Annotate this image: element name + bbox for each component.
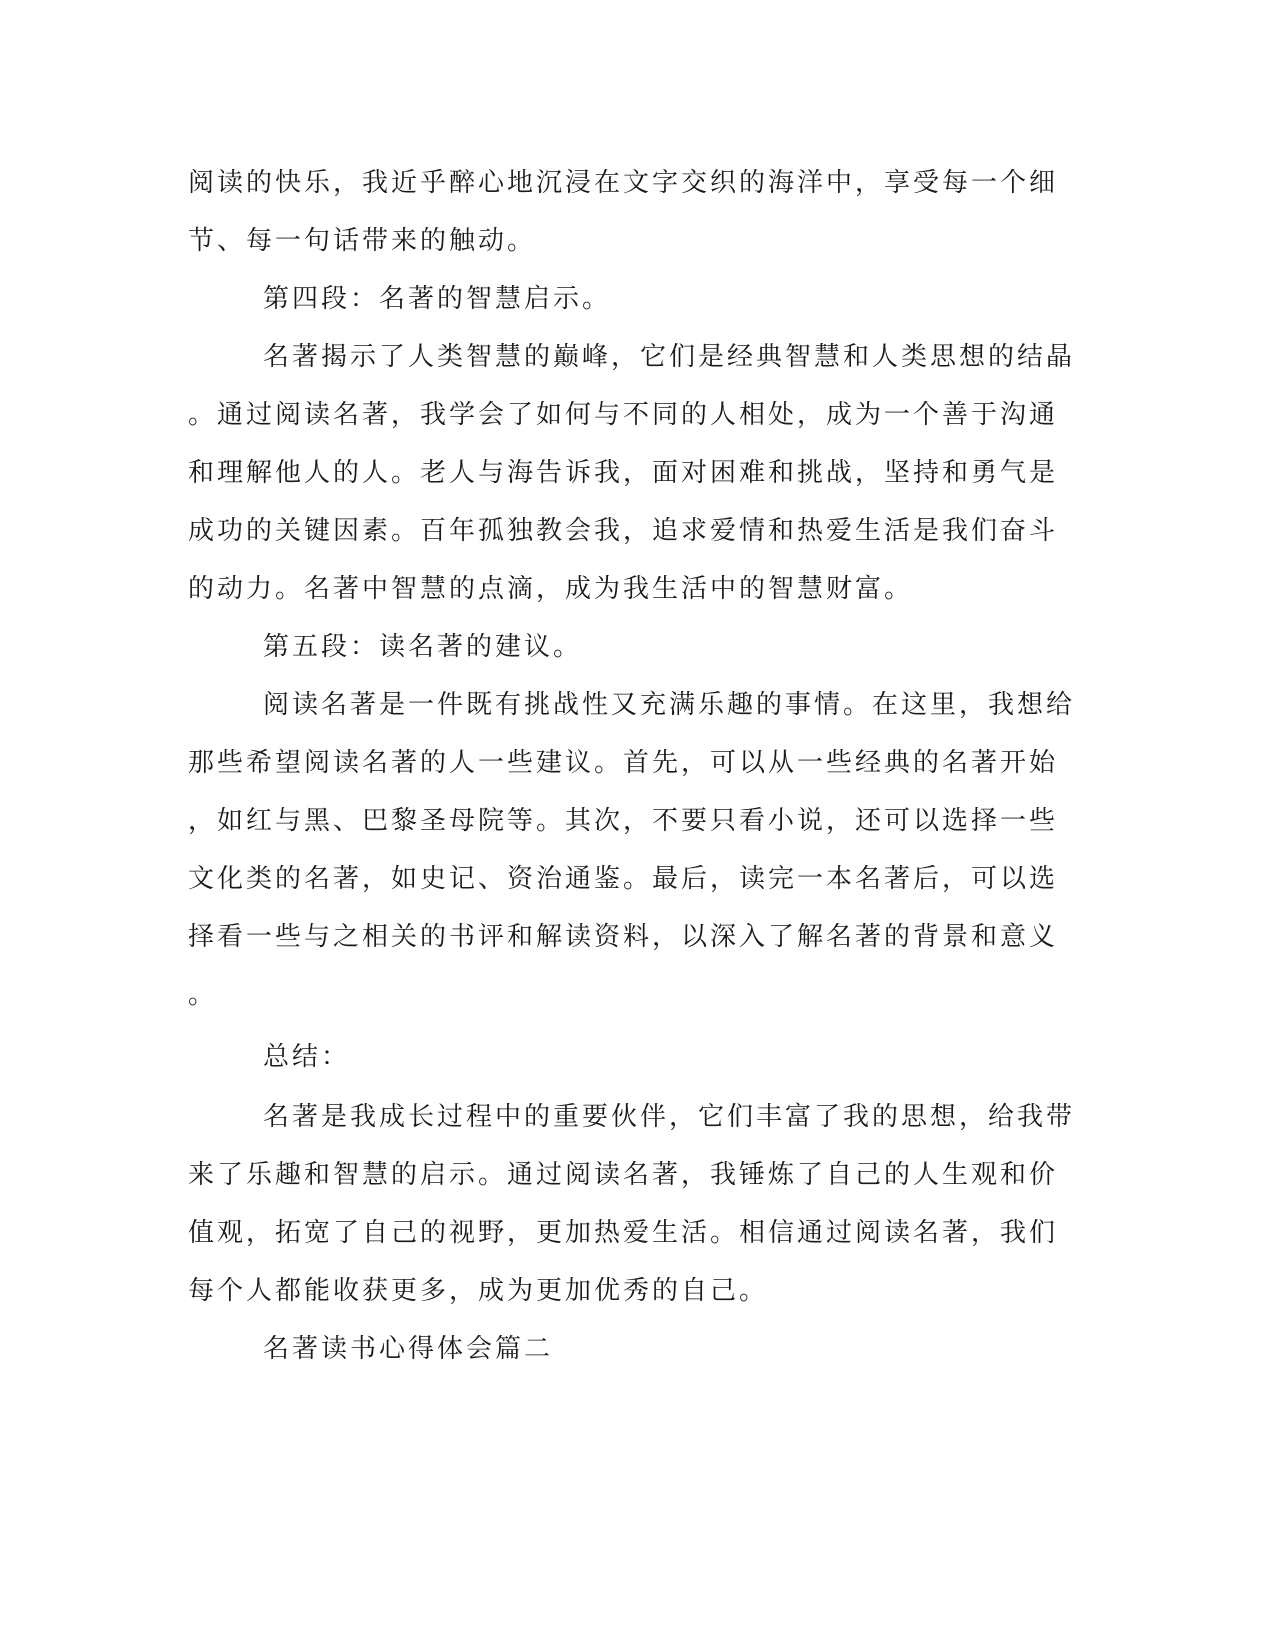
body-text-line: 名著是我成长过程中的重要伙伴，它们丰富了我的思想，给我带 — [263, 1102, 1076, 1132]
body-text-line: 那些希望阅读名著的人一些建议。首先，可以从一些经典的名著开始 — [188, 748, 1059, 778]
body-text-line: 阅读的快乐，我近乎醉心地沉浸在文字交织的海洋中，享受每一个细 — [188, 168, 1059, 198]
section-heading-4: 第四段：名著的智慧启示。 — [263, 284, 612, 314]
body-text-line: 择看一些与之相关的书评和解读资料，以深入了解名著的背景和意义 — [188, 922, 1059, 952]
body-text-line: 。 — [188, 980, 218, 1010]
body-text-line: 每个人都能收获更多，成为更加优秀的自己。 — [188, 1276, 769, 1306]
summary-heading: 总结： — [263, 1042, 351, 1072]
section-heading-5: 第五段：读名著的建议。 — [263, 632, 583, 662]
body-text-line: 来了乐趣和智慧的启示。通过阅读名著，我锤炼了自己的人生观和价 — [188, 1160, 1059, 1190]
body-text-line: 的动力。名著中智慧的点滴，成为我生活中的智慧财富。 — [188, 574, 914, 604]
body-text-line: 值观，拓宽了自己的视野，更加热爱生活。相信通过阅读名著，我们 — [188, 1218, 1059, 1248]
body-text-line: 。通过阅读名著，我学会了如何与不同的人相处，成为一个善于沟通 — [188, 400, 1059, 430]
body-text-line: 阅读名著是一件既有挑战性又充满乐趣的事情。在这里，我想给 — [263, 690, 1076, 720]
next-article-title: 名著读书心得体会篇二 — [263, 1334, 554, 1364]
body-text-line: 成功的关键因素。百年孤独教会我，追求爱情和热爱生活是我们奋斗 — [188, 516, 1059, 546]
body-text-line: 名著揭示了人类智慧的巅峰，它们是经典智慧和人类思想的结晶 — [263, 342, 1076, 372]
body-text-line: 文化类的名著，如史记、资治通鉴。最后，读完一本名著后，可以选 — [188, 864, 1059, 894]
body-text-line: ，如红与黑、巴黎圣母院等。其次，不要只看小说，还可以选择一些 — [188, 806, 1059, 836]
body-text-line: 和理解他人的人。老人与海告诉我，面对困难和挑战，坚持和勇气是 — [188, 458, 1059, 488]
body-text-line: 节、每一句话带来的触动。 — [188, 226, 537, 256]
